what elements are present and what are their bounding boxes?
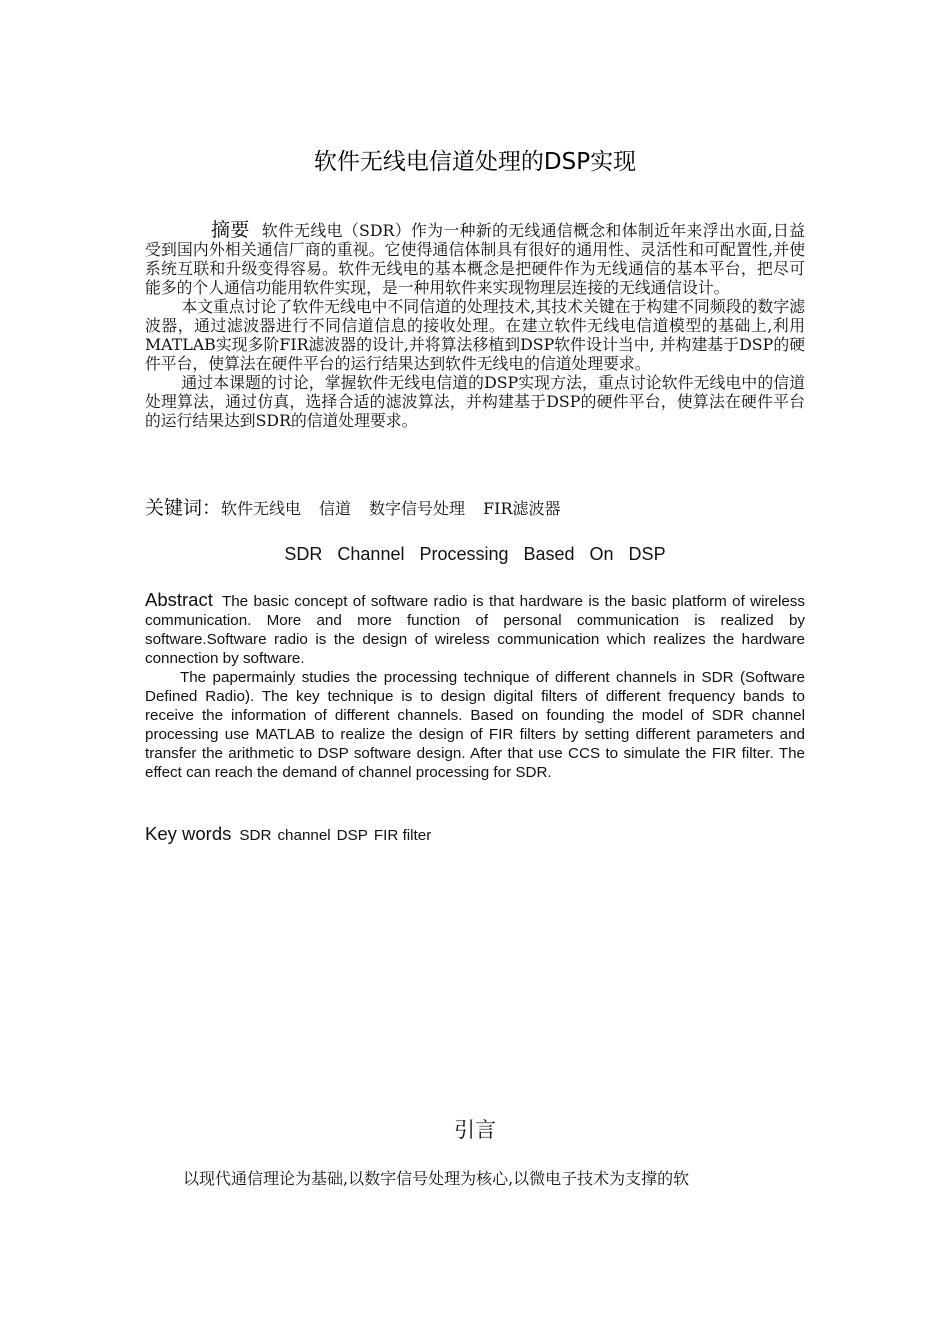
english-title: SDR Channel Processing Based On DSP <box>284 544 666 564</box>
keyword-cn-item: 软件无线电 <box>221 499 302 518</box>
intro-heading: 引言 <box>454 1118 496 1142</box>
keywords-en <box>145 822 437 848</box>
abstract-cn-paragraph-3: 通过本课题的讨论，掌握软件无线电信道的DSP实现方法，重点讨论软件无线电中的信道处理算法，通过仿真，选择合适的滤波算法，并构建基于DSP的硬件平台，使算法在硬件平台的运行结果达到SDR的信道处理要求。 <box>145 373 805 430</box>
keyword-cn-item: FIR滤波器 <box>483 499 561 518</box>
abstract-cn-label: 摘要 <box>211 219 250 241</box>
abstract-cn-paragraph-2: 本文重点讨论了软件无线电中不同信道的处理技术,其技术关键在于构建不同频段的数字滤波器，通过滤波器进行不同信道信息的接收处理。在建立软件无线电信道模型的基础上,利用MATLAB实现多阶FIR滤波器的设计,并将算法移植到DSP软件设计当中, 并构建基于DSP的硬件平台，使算法在硬件平台的运行结果达到软件无线电的信道处理要求。 <box>145 297 805 373</box>
abstract-cn-paragraph-1 <box>145 221 805 297</box>
keyword-cn-item: 信道 <box>319 499 352 518</box>
keyword-cn-item: 数字信号处理 <box>369 499 466 518</box>
keyword-en-item: SDR <box>239 827 272 844</box>
abstract-cn-text-1: 软件无线电（SDR）作为一种新的无线通信概念和体制近年来浮出水面,日益受到国内外相关通信厂商的重视。它使得通信体制具有很好的通用性、灵活性和可配置性,并使系统互联和升级变得容易。软件无线电的基本概念是把硬件作为无线通信的基本平台，把尽可能多的个人通信功能用软件实现，是一种用软件来实现物理层连接的无线通信设计。 <box>145 221 805 297</box>
abstract-en <box>145 590 805 782</box>
abstract-en-label: Abstract <box>145 589 213 610</box>
keyword-en-item: DSP <box>336 827 368 844</box>
keyword-en-item: FIR filter <box>373 827 432 844</box>
abstract-en-text-1: The basic concept of software radio is that hardware is the basic platform of wireless communication. More and more function of personal communication is realized by software.Software radio is the design of wireless communication which realizes the hardware connection by software. <box>145 593 805 667</box>
abstract-cn <box>145 221 805 430</box>
intro-text: 以现代通信理论为基础,以数字信号处理为核心,以微电子技术为支撑的软 <box>183 1169 690 1188</box>
abstract-en-paragraph-1 <box>145 590 805 668</box>
keywords-en-label: Key words <box>145 823 232 844</box>
keywords-cn <box>145 496 805 521</box>
paper-title: 软件无线电信道处理的DSP实现 <box>313 149 637 175</box>
keywords-cn-label: 关键词： <box>145 497 222 519</box>
abstract-en-paragraph-2: The papermainly studies the processing technique of different channels in SDR (Software Defined Radio). The key technique is to design digital filters of different frequency bands to receive the information of different channels. Based on founding the model of SDR channel processing use MATLAB to realize the design of FIR filters by setting different parameters and transfer the arithmetic to DSP software design. After that use CCS to simulate the FIR filter. The effect can reach the demand of channel processing for SDR. <box>145 669 805 781</box>
keyword-en-item: channel <box>277 827 331 844</box>
